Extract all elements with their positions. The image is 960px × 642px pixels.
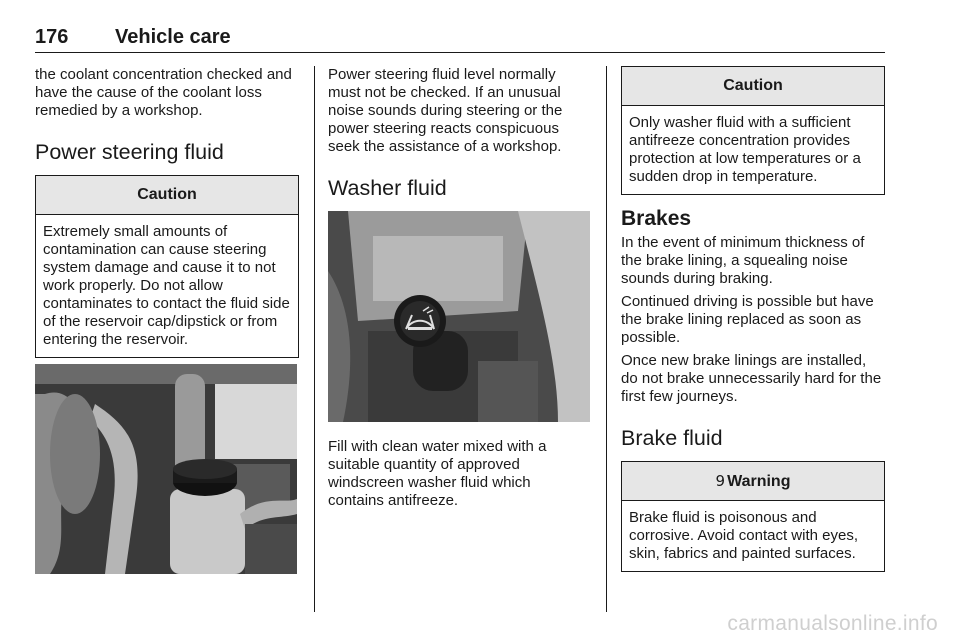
power-steering-level-text: Power steering fluid level normally must not be checked. If an unusual noise sounds during steering or the power steering reacts conspicuous seek the assistance of a workshop.: [328, 66, 563, 155]
warning-box-title: Warning: [727, 473, 791, 490]
washer-fluid-heading: Washer fluid: [328, 176, 447, 200]
column-2: [328, 66, 590, 201]
section-title: Vehicle care: [115, 26, 231, 48]
warning-box-header: [622, 462, 884, 501]
washer-fluid-cap-photo: [328, 211, 590, 422]
page-number: 176: [35, 26, 69, 48]
power-steering-heading: Power steering fluid: [35, 140, 224, 164]
caution-box-title: Caution: [622, 67, 884, 106]
page-header: [35, 24, 885, 53]
brake-fluid-heading: Brake fluid: [621, 426, 723, 450]
warning-box-brake-fluid: [621, 461, 885, 572]
warning-box-text: Brake fluid is poisonous and corrosive. Avoid contact with eyes, skin, fabrics and painted surfaces.: [629, 509, 858, 562]
caution-box-power-steering: [35, 175, 299, 358]
brakes-heading: Brakes: [621, 207, 692, 230]
washer-fluid-text: Fill with clean water mixed with a suitable quantity of approved windscreen washer fluid which contains antifreeze.: [328, 438, 547, 509]
column-1: [35, 66, 300, 358]
caution-box-text: Only washer fluid with a sufficient antifreeze concentration provides protection at low temperatures or a sudden drop in temperature.: [629, 114, 861, 185]
power-steering-reservoir-photo: [35, 364, 297, 574]
watermark: carmanualsonline.info: [727, 612, 938, 635]
brakes-paragraph-1: In the event of minimum thickness of the brake lining, a squealing noise sounds during braking.: [621, 234, 865, 287]
brakes-paragraph-3: Once new brake linings are installed, do not brake unnecessarily hard for the first few journeys.: [621, 352, 882, 405]
caution-box-text: Extremely small amounts of contamination can cause steering system damage and cause it to not work properly. Do not allow contaminates to contact the fluid side of the reservoir cap/dipstick or from entering the reservoir.: [43, 223, 290, 348]
caution-box-title: Caution: [36, 176, 298, 215]
column-divider-1: [314, 66, 315, 612]
caution-box-washer: [621, 66, 885, 195]
brakes-paragraph-2: Continued driving is possible but have the brake lining replaced as soon as possible.: [621, 293, 874, 346]
column-divider-2: [606, 66, 607, 612]
column-3: [621, 66, 885, 572]
warning-triangle-icon: 9: [715, 472, 726, 490]
column-2-lower: [328, 438, 590, 510]
coolant-continuation: the coolant concentration checked and have the cause of the coolant loss remedied by a workshop.: [35, 66, 292, 119]
